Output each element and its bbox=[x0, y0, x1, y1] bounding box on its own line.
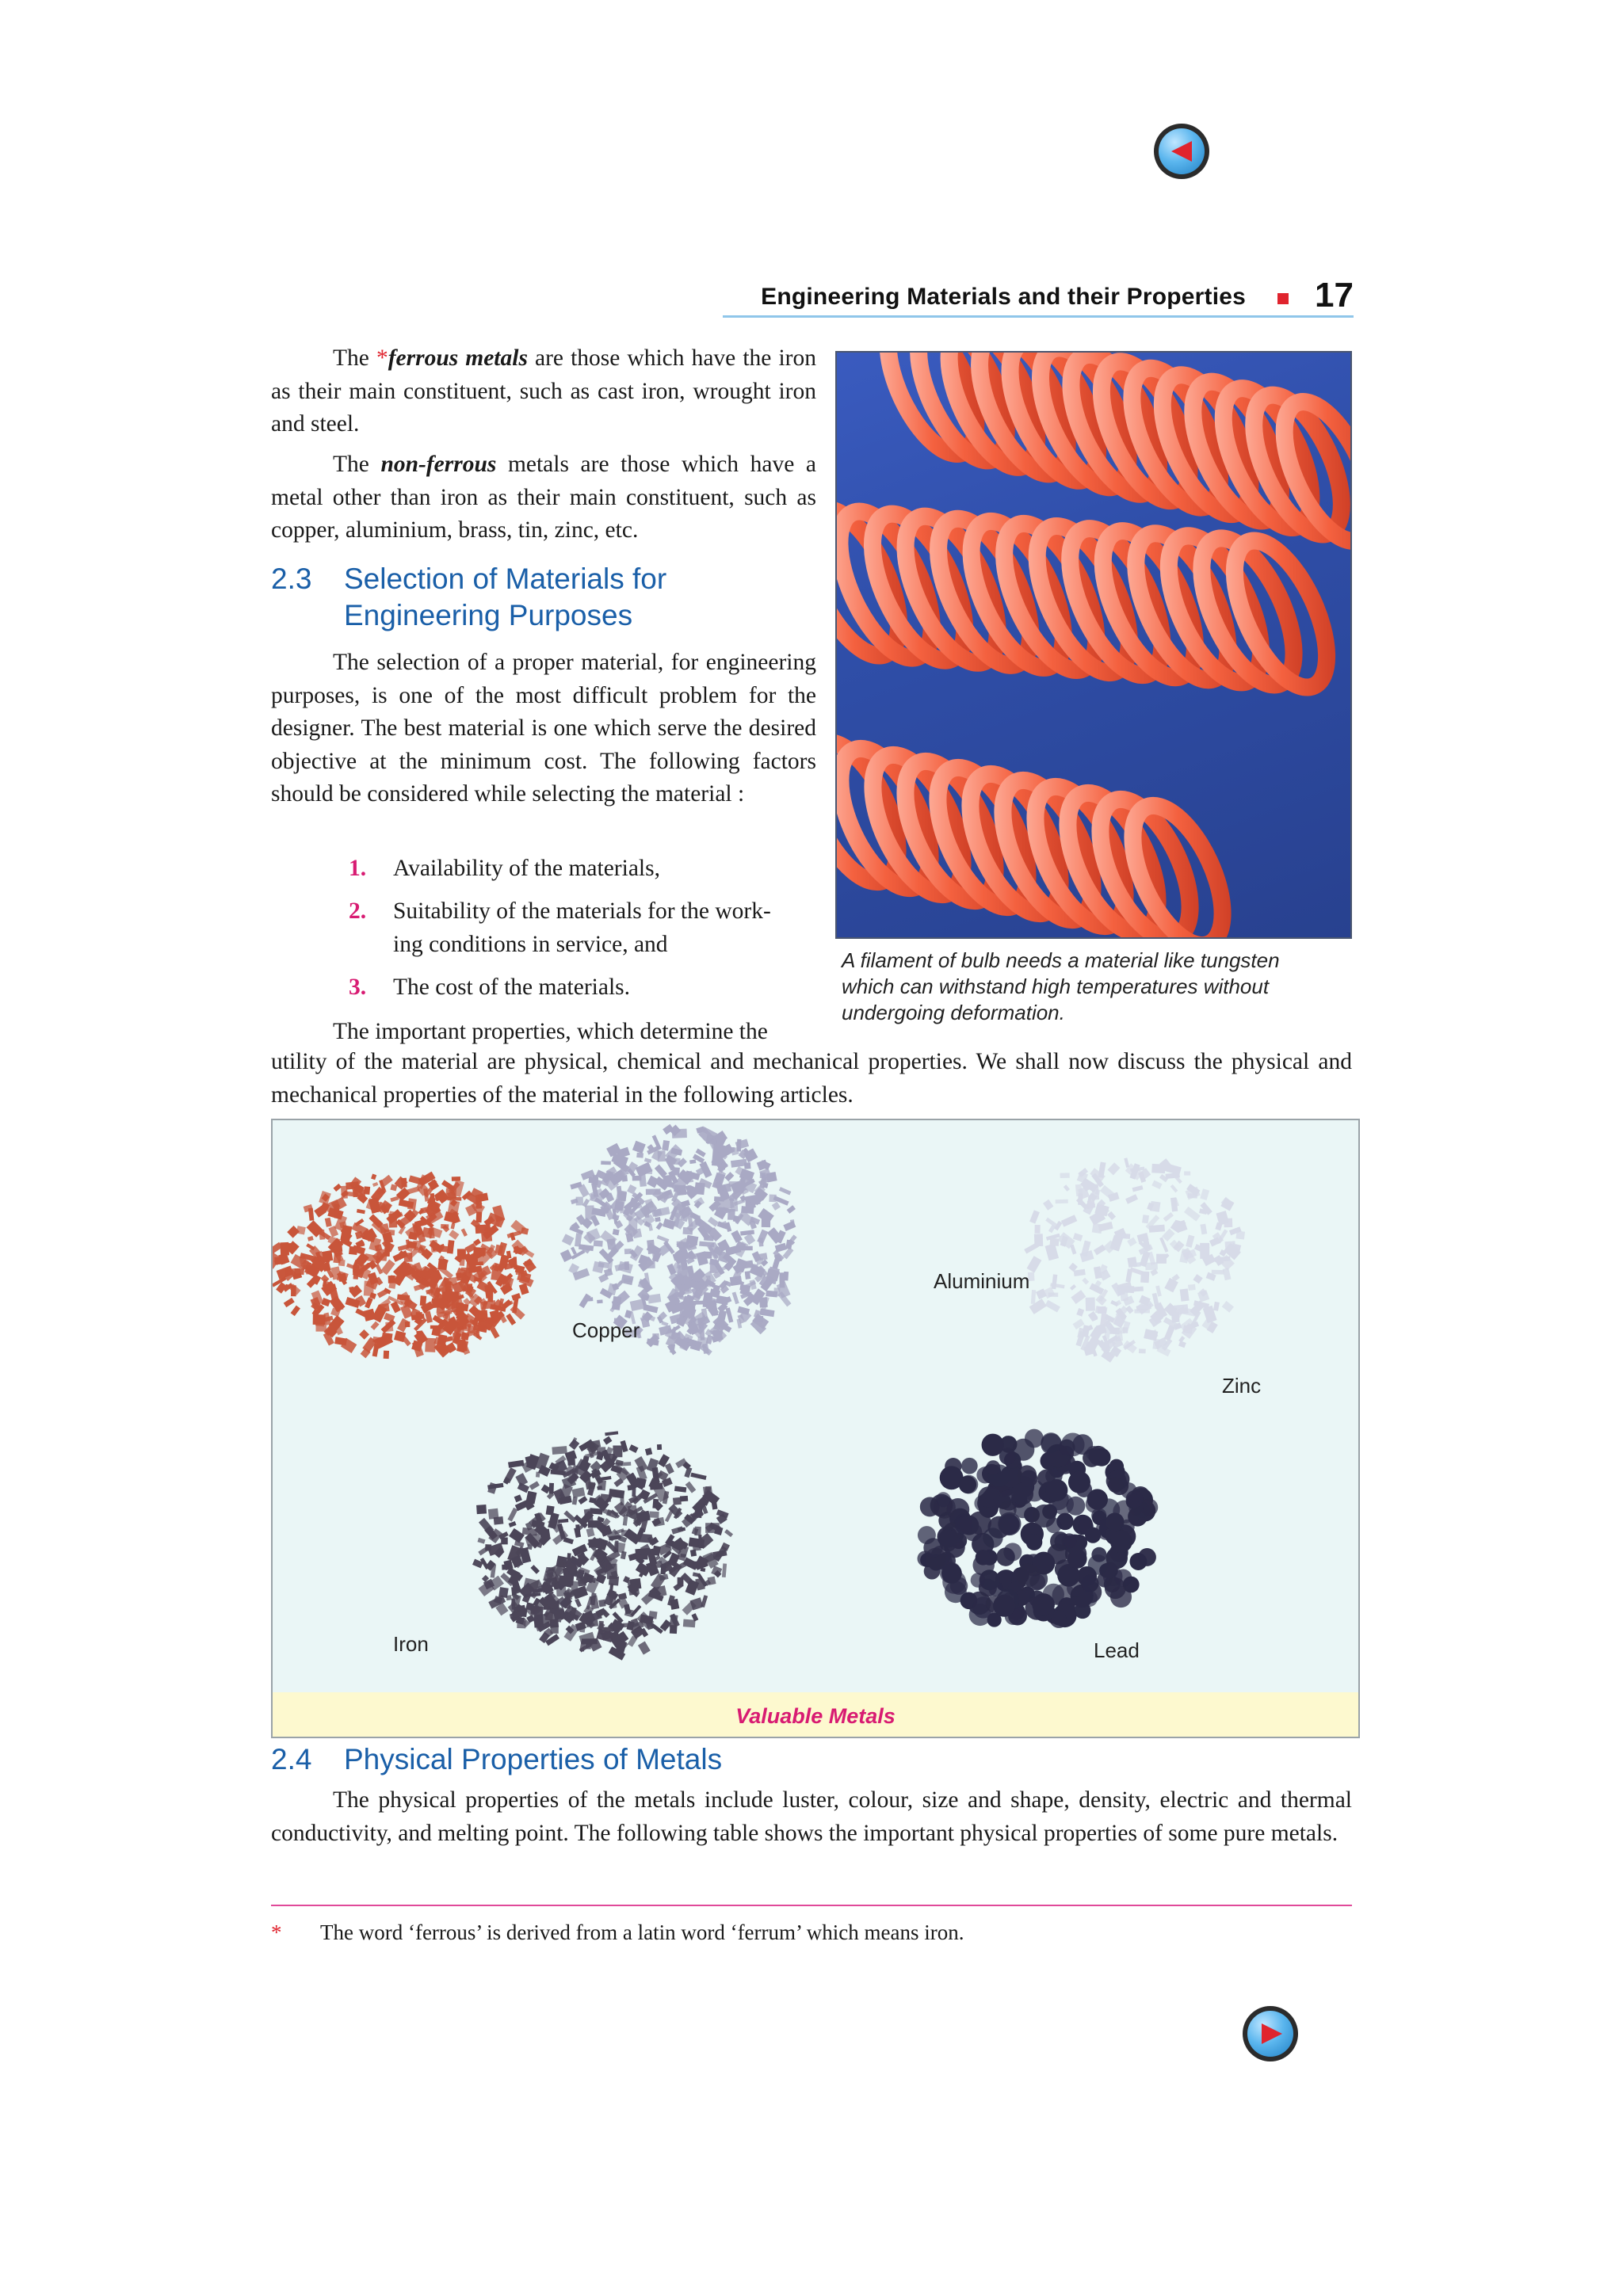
footnote-rule bbox=[271, 1905, 1352, 1906]
section-2-3-heading bbox=[271, 561, 826, 634]
lead-label: Lead bbox=[1094, 1638, 1140, 1662]
section-2-4-body bbox=[271, 1784, 1352, 1850]
ferrous-paragraph bbox=[271, 342, 816, 441]
next-page-button[interactable] bbox=[1243, 2006, 1298, 2061]
running-header bbox=[723, 276, 1354, 318]
list-text: The cost of the materials. bbox=[393, 974, 630, 1000]
copper-label: Copper bbox=[572, 1318, 640, 1342]
list-item bbox=[349, 895, 824, 962]
metals-caption-band bbox=[273, 1692, 1358, 1737]
closing-paragraph: utility of the material are physical, chemical and mechanical properties. We shall now discuss the physical and mechanical properties of the material in the following articles. bbox=[271, 1049, 1352, 1108]
list-number: 2. bbox=[349, 898, 367, 924]
footnote-star: * bbox=[376, 345, 388, 371]
page-number: 17 bbox=[1315, 276, 1354, 315]
section-2-4-body-text: The physical properties of the metals include luster, colour, size and shape, density, electric and thermal conductivity, and melting point. The following table shows the important physical properties of some pure metals. bbox=[271, 1787, 1352, 1846]
filament-caption-line3: undergoing deformation. bbox=[842, 1001, 1065, 1024]
section-2-4-number: 2.4 bbox=[271, 1743, 312, 1775]
nonferrous-prefix: The bbox=[333, 452, 381, 477]
list-text: Availability of the materials, bbox=[393, 856, 660, 881]
ferrous-text: are those which have the iron as their main constituent, such as cast iron, wrought iron and steel. bbox=[271, 345, 816, 437]
closing-first-line bbox=[271, 1016, 816, 1049]
list-number: 3. bbox=[349, 974, 367, 1000]
closing-line1: The important properties, which determine the bbox=[333, 1019, 768, 1044]
list-item bbox=[349, 971, 824, 1005]
section-2-4-heading bbox=[271, 1741, 1064, 1778]
running-title: Engineering Materials and their Properties bbox=[761, 284, 1246, 310]
iron-label: Iron bbox=[393, 1632, 429, 1656]
filament-image bbox=[835, 351, 1352, 939]
valuable-metals-figure bbox=[271, 1119, 1360, 1738]
section-2-3-number: 2.3 bbox=[271, 563, 312, 595]
filament-caption-line2: which can withstand high temperatures without bbox=[842, 974, 1270, 998]
list-text-line2: ing conditions in service, and bbox=[393, 931, 668, 957]
filament-caption bbox=[842, 948, 1357, 1026]
footnote-text: The word ‘ferrous’ is derived from a latin word ‘ferrum’ which means iron. bbox=[320, 1920, 964, 1944]
aluminium-label: Aluminium bbox=[934, 1269, 1030, 1293]
nonferrous-term: non-ferrous bbox=[380, 452, 497, 477]
ferrous-term: ferrous metals bbox=[388, 345, 528, 371]
iron-pile bbox=[472, 1431, 733, 1660]
zinc-pile bbox=[1024, 1158, 1245, 1363]
list-item bbox=[349, 852, 824, 886]
zinc-label: Zinc bbox=[1222, 1374, 1262, 1398]
arrow-right-icon bbox=[1243, 2006, 1298, 2061]
metals-caption: Valuable Metals bbox=[735, 1704, 896, 1728]
ferrous-prefix: The bbox=[333, 345, 376, 371]
section-2-3-body-text: The selection of a proper material, for engineering purposes, is one of the most difficult problem for the designer. The best material is one which serve the desired objective at the minimum cost. The following factors should be considered while selecting the material : bbox=[271, 650, 816, 807]
list-number: 1. bbox=[349, 856, 367, 881]
section-2-3-body bbox=[271, 646, 816, 811]
nonferrous-paragraph bbox=[271, 448, 816, 547]
nonferrous-text: metals are those which have a metal other than iron as their main constituent, such as copper, aluminium, brass, tin, zinc, etc. bbox=[271, 452, 816, 543]
filament-caption-line1: A filament of bulb needs a material like tungsten bbox=[842, 948, 1280, 972]
footnote-mark: * bbox=[271, 1920, 282, 1944]
section-2-4-title: Physical Properties of Metals bbox=[344, 1743, 723, 1775]
metals-illustration bbox=[273, 1120, 1358, 1691]
filament-coils bbox=[837, 353, 1350, 937]
lead-pile bbox=[917, 1429, 1158, 1628]
section-2-3-title-line2: Engineering Purposes bbox=[344, 599, 633, 631]
list-text-line1: Suitability of the materials for the work- bbox=[393, 898, 771, 924]
previous-page-button[interactable] bbox=[1154, 124, 1209, 179]
section-2-3-title-line1: Selection of Materials for bbox=[344, 563, 667, 595]
copper-pile bbox=[273, 1172, 537, 1359]
arrow-left-icon bbox=[1154, 124, 1209, 179]
header-square-marker bbox=[1277, 293, 1289, 304]
filament-coil-lower bbox=[837, 729, 1241, 937]
list-text bbox=[393, 895, 771, 961]
